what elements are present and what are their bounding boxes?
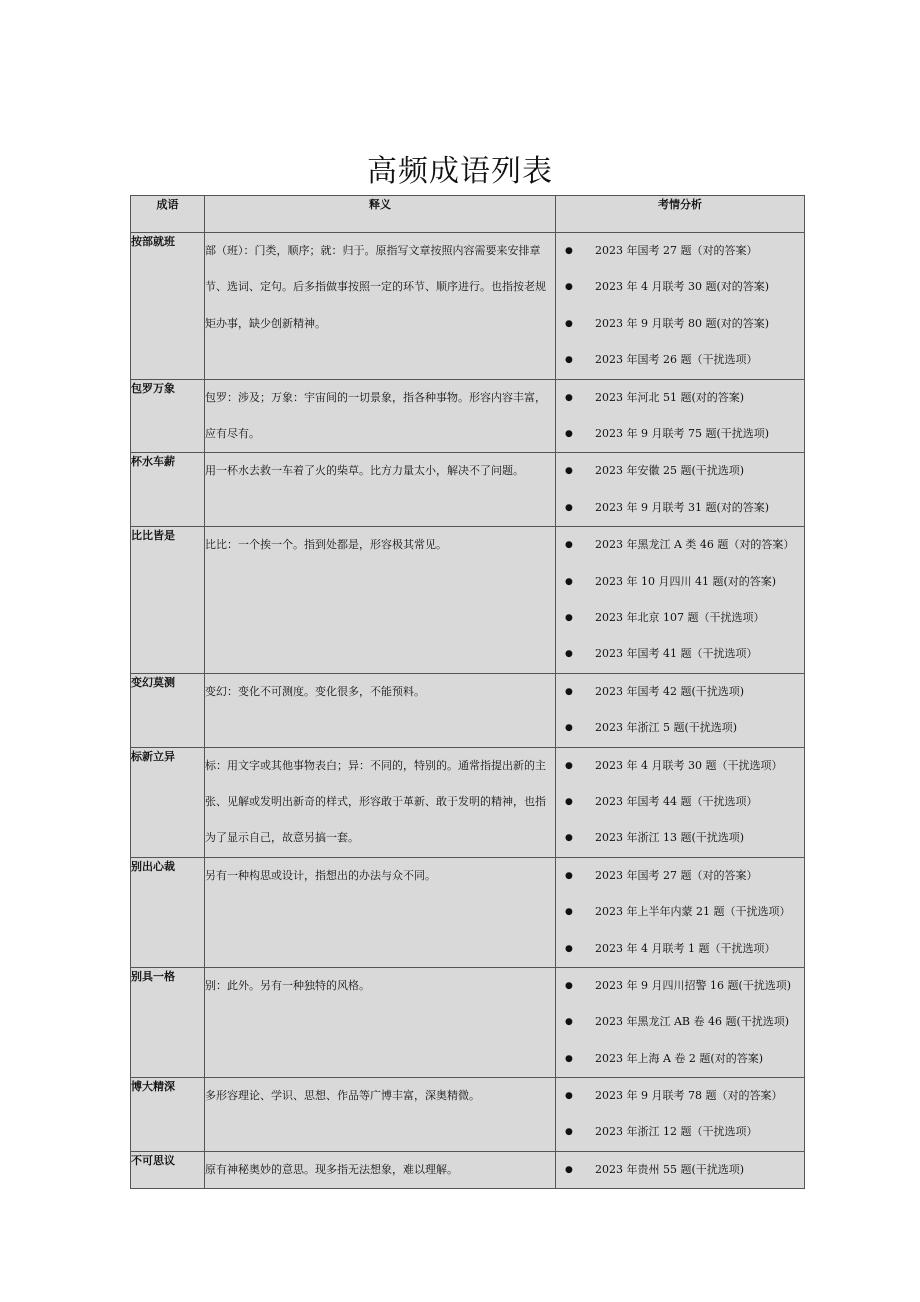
exam-analysis-cell — [556, 967, 805, 1077]
exam-list-item — [556, 342, 804, 378]
exam-item-text: 2023 年浙江 5 题(干扰选项) — [595, 721, 738, 735]
exam-item-text: 2023 年 9 月四川招警 16 题(干扰选项) — [595, 978, 792, 992]
exam-analysis-cell — [556, 1151, 805, 1188]
exam-list-item — [556, 490, 804, 526]
meaning-cell: 部（班）：门类，顺序；就：归于。原指写文章按照内容需要来安排章节、选词、定句。后多指做事按照一定的环节、顺序进行。也指按老规矩办事，缺少创新精神。 — [205, 233, 556, 380]
exam-list — [556, 233, 804, 379]
idiom-cell: 按部就班 — [131, 233, 205, 380]
bullet-icon: ● — [565, 980, 573, 991]
bullet-icon: ● — [565, 907, 573, 918]
idiom-cell: 比比皆是 — [131, 527, 205, 674]
exam-list-item — [556, 710, 804, 746]
bullet-icon: ● — [565, 318, 573, 329]
bullet-icon: ● — [565, 466, 573, 477]
exam-item-text: 2023 年国考 44 题（干扰选项） — [595, 794, 758, 808]
bullet-icon: ● — [565, 943, 573, 954]
exam-item-text: 2023 年 9 月联考 80 题(对的答案) — [595, 316, 770, 330]
exam-item-text: 2023 年浙江 13 题(干扰选项) — [595, 831, 745, 845]
exam-list-item — [556, 453, 804, 489]
table-header-row — [131, 196, 805, 233]
exam-list-item — [556, 600, 804, 636]
exam-item-text: 2023 年 4 月联考 30 题(对的答案) — [595, 280, 770, 294]
bullet-icon: ● — [565, 1053, 573, 1064]
exam-analysis-cell — [556, 857, 805, 967]
exam-item-text: 2023 年国考 26 题（干扰选项） — [595, 353, 758, 367]
idiom-cell: 标新立异 — [131, 747, 205, 857]
idiom-cell: 博大精深 — [131, 1078, 205, 1152]
bullet-icon: ● — [565, 796, 573, 807]
bullet-icon: ● — [565, 428, 573, 439]
exam-item-text: 2023 年国考 27 题（对的答案） — [595, 868, 758, 882]
bullet-icon: ● — [565, 723, 573, 734]
table-row — [131, 1151, 805, 1188]
exam-analysis-cell — [556, 1078, 805, 1152]
header-exam-analysis: 考情分析 — [556, 196, 805, 233]
bullet-icon: ● — [565, 760, 573, 771]
bullet-icon: ● — [565, 576, 573, 587]
exam-list — [556, 748, 804, 857]
bullet-icon: ● — [565, 1164, 573, 1175]
exam-list-item — [556, 858, 804, 894]
meaning-cell: 原有神秘奥妙的意思。现多指无法想象，难以理解。 — [205, 1151, 556, 1188]
bullet-icon: ● — [565, 502, 573, 513]
bullet-icon: ● — [565, 1127, 573, 1138]
exam-list-item — [556, 784, 804, 820]
table-row — [131, 673, 805, 747]
table-row — [131, 857, 805, 967]
header-idiom: 成语 — [131, 196, 205, 233]
exam-item-text: 2023 年 10 月四川 41 题(对的答案) — [595, 574, 777, 588]
exam-item-text: 2023 年国考 27 题（对的答案） — [595, 244, 758, 257]
exam-item-text: 2023 年国考 42 题(干扰选项) — [595, 684, 745, 698]
exam-item-text: 2023 年 4 月联考 1 题（干扰选项） — [595, 941, 776, 955]
meaning-cell: 标：用文字或其他事物表白；异：不同的，特别的。通常指提出新的主张、见解或发明出新奇的样式，形容敢于革新、敢于发明的精神，也指为了显示自己，故意另搞一套。 — [205, 747, 556, 857]
bullet-icon: ● — [565, 246, 573, 256]
idiom-cell: 杯水车薪 — [131, 453, 205, 527]
exam-analysis-cell — [556, 747, 805, 857]
exam-list-item — [556, 674, 804, 710]
exam-list-item — [556, 416, 804, 452]
bullet-icon: ● — [565, 612, 573, 623]
bullet-icon: ● — [565, 540, 573, 551]
bullet-icon: ● — [565, 282, 573, 293]
exam-list-item — [556, 820, 804, 856]
bullet-icon: ● — [565, 686, 573, 697]
idiom-cell: 变幻莫测 — [131, 673, 205, 747]
exam-item-text: 2023 年黑龙江 A 类 46 题（对的答案） — [595, 538, 795, 552]
table-row — [131, 453, 805, 527]
exam-list-item — [556, 527, 804, 563]
exam-item-text: 2023 年北京 107 题（干扰选项） — [595, 610, 765, 624]
exam-analysis-cell — [556, 233, 805, 380]
exam-item-text: 2023 年 9 月联考 75 题(干扰选项) — [595, 426, 770, 440]
table-row — [131, 527, 805, 674]
table-row — [131, 379, 805, 453]
exam-list — [556, 380, 804, 453]
exam-item-text: 2023 年上海 A 卷 2 题(对的答案) — [595, 1051, 764, 1065]
exam-analysis-cell — [556, 379, 805, 453]
idiom-cell: 别具一格 — [131, 967, 205, 1077]
exam-item-text: 2023 年 4 月联考 30 题（干扰选项） — [595, 758, 783, 772]
exam-analysis-cell — [556, 527, 805, 674]
bullet-icon: ● — [565, 833, 573, 844]
exam-analysis-cell — [556, 673, 805, 747]
exam-list-item — [556, 748, 804, 784]
meaning-cell: 比比：一个挨一个。指到处都是，形容极其常见。 — [205, 527, 556, 674]
page-title: 高频成语列表 — [367, 154, 553, 189]
header-meaning: 释义 — [205, 196, 556, 233]
idiom-cell: 包罗万象 — [131, 379, 205, 453]
exam-list-item — [556, 233, 804, 269]
exam-list-item — [556, 1041, 804, 1077]
table-row — [131, 1078, 805, 1152]
exam-analysis-cell — [556, 453, 805, 527]
exam-list-item — [556, 1004, 804, 1040]
exam-item-text: 2023 年国考 41 题（干扰选项） — [595, 647, 758, 661]
exam-list — [556, 1152, 804, 1188]
exam-list-item — [556, 931, 804, 967]
exam-list — [556, 968, 804, 1077]
exam-list-item — [556, 564, 804, 600]
exam-list — [556, 527, 804, 673]
exam-item-text: 2023 年黑龙江 AB 卷 46 题(干扰选项) — [595, 1015, 790, 1029]
bullet-icon: ● — [565, 392, 573, 403]
meaning-cell: 另有一种构思或设计，指想出的办法与众不同。 — [205, 857, 556, 967]
exam-list-item — [556, 1114, 804, 1150]
exam-list-item — [556, 1152, 804, 1188]
exam-item-text: 2023 年 9 月联考 78 题（对的答案） — [595, 1089, 783, 1103]
exam-item-text: 2023 年上半年内蒙 21 题（干扰选项） — [595, 905, 791, 919]
exam-item-text: 2023 年 9 月联考 31 题(对的答案) — [595, 500, 770, 514]
exam-list-item — [556, 269, 804, 305]
meaning-cell: 变幻：变化不可测度。变化很多，不能预料。 — [205, 673, 556, 747]
table-row — [131, 967, 805, 1077]
idiom-cell: 别出心裁 — [131, 857, 205, 967]
meaning-cell: 用一杯水去救一车着了火的柴草。比方力量太小，解决不了问题。 — [205, 453, 556, 527]
idiom-table — [130, 195, 805, 1189]
meaning-cell: 多形容理论、学识、思想、作品等广博丰富，深奥精微。 — [205, 1078, 556, 1152]
exam-list — [556, 453, 804, 526]
meaning-cell: 包罗：涉及；万象：宇宙间的一切景象，指各种事物。形容内容丰富，应有尽有。 — [205, 379, 556, 453]
exam-item-text: 2023 年贵州 55 题(干扰选项) — [595, 1162, 745, 1176]
exam-list-item — [556, 380, 804, 416]
bullet-icon: ● — [565, 1091, 573, 1102]
exam-item-text: 2023 年安徽 25 题(干扰选项) — [595, 464, 745, 478]
exam-list-item — [556, 306, 804, 342]
bullet-icon: ● — [565, 870, 573, 881]
exam-list-item — [556, 636, 804, 672]
exam-list-item — [556, 1078, 804, 1114]
exam-item-text: 2023 年河北 51 题(对的答案) — [595, 390, 745, 404]
meaning-cell: 别：此外。另有一种独特的风格。 — [205, 967, 556, 1077]
exam-list-item — [556, 968, 804, 1004]
bullet-icon: ● — [565, 1017, 573, 1028]
idiom-cell: 不可思议 — [131, 1151, 205, 1188]
table-row — [131, 233, 805, 380]
exam-item-text: 2023 年浙江 12 题（干扰选项） — [595, 1125, 758, 1139]
bullet-icon: ● — [565, 649, 573, 660]
exam-list — [556, 674, 804, 747]
exam-list — [556, 858, 804, 967]
exam-list — [556, 1078, 804, 1151]
table-row — [131, 747, 805, 857]
exam-list-item — [556, 894, 804, 930]
bullet-icon: ● — [565, 355, 573, 366]
